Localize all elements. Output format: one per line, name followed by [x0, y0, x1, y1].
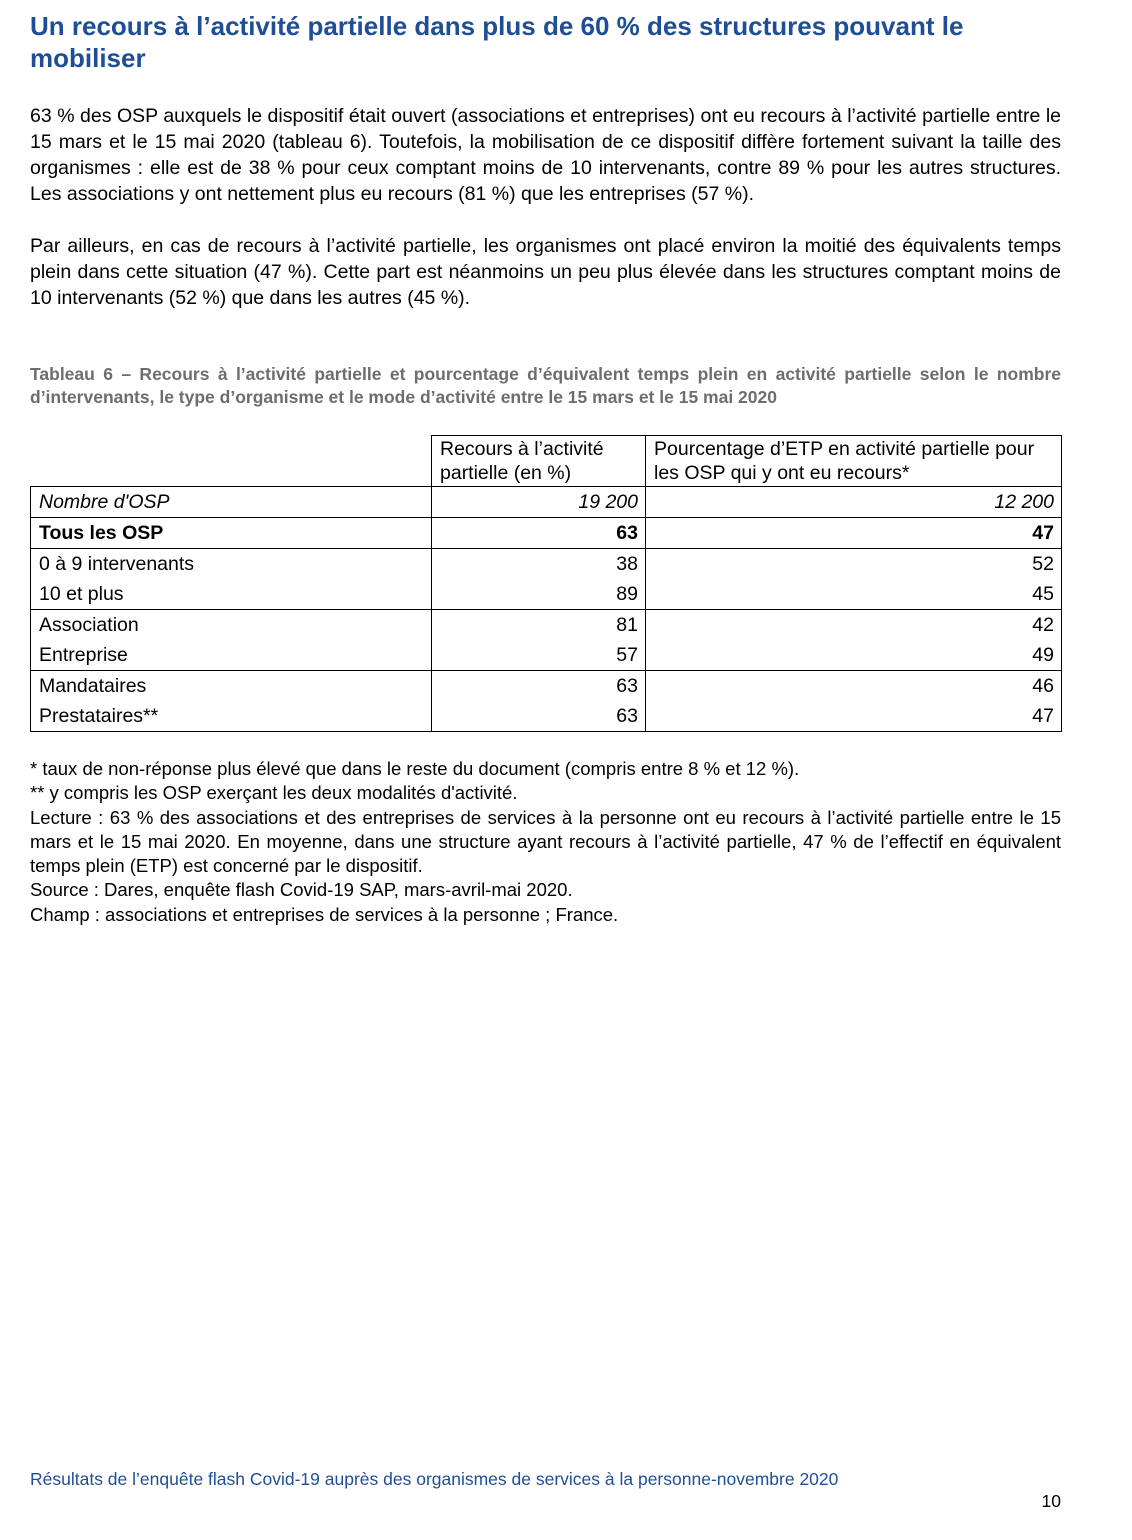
- table-row: [31, 487, 1062, 518]
- cell-etp: 49: [646, 640, 1062, 671]
- header-etp: Pourcentage d’ETP en activité partielle pour les OSP qui y ont eu recours*: [646, 436, 1062, 487]
- table-row: [31, 518, 1062, 549]
- body-paragraph-1: 63 % des OSP auxquels le dispositif était ouvert (associations et entreprises) ont eu recours à l’activité partielle entre le 15 mars et le 15 mai 2020 (tableau 6). Toutefois, la mobilisation de ce dispositif diffère fortement suivant la taille des organismes : elle est de 38 % pour ceux comptant moins de 10 intervenants, contre 89 % pour les autres structures. Les associations y ont nettement plus eu recours (81 %) que les entreprises (57 %).: [30, 105, 1061, 205]
- body-paragraph-2: Par ailleurs, en cas de recours à l’activité partielle, les organismes ont placé environ la moitié des équivalents temps plein dans cette situation (47 %). Cette part est néanmoins un peu plus élevée dans les structures comptant moins de 10 intervenants (52 %) que dans les autres (45 %).: [30, 235, 1061, 309]
- cell-recours: 89: [432, 579, 646, 610]
- cell-recours: 19 200: [432, 487, 646, 518]
- table-notes: [30, 757, 1061, 927]
- header-recours: Recours à l’activité partielle (en %): [432, 436, 646, 487]
- row-label: Mandataires: [31, 671, 432, 702]
- row-label: Nombre d'OSP: [31, 487, 432, 518]
- cell-etp: 12 200: [646, 487, 1062, 518]
- cell-recours: 57: [432, 640, 646, 671]
- cell-recours: 38: [432, 549, 646, 580]
- row-label: 10 et plus: [31, 579, 432, 610]
- row-label: Tous les OSP: [31, 518, 432, 549]
- note-source: Source : Dares, enquête flash Covid-19 SAP, mars-avril-mai 2020.: [30, 879, 573, 901]
- table-row: [31, 610, 1062, 641]
- table-row: [31, 579, 1062, 610]
- cell-etp: 45: [646, 579, 1062, 610]
- note-champ: Champ : associations et entreprises de services à la personne ; France.: [30, 903, 619, 925]
- data-table: [30, 435, 1062, 732]
- page-footer: Résultats de l’enquête flash Covid-19 auprès des organismes de services à la personne-novembre 2020: [30, 1469, 839, 1489]
- page-number: 10: [1041, 1491, 1061, 1511]
- cell-etp: 47: [646, 701, 1062, 732]
- cell-recours: 81: [432, 610, 646, 641]
- table-header-row: [31, 436, 1062, 487]
- cell-recours: 63: [432, 671, 646, 702]
- row-label: Entreprise: [31, 640, 432, 671]
- row-label: 0 à 9 intervenants: [31, 549, 432, 580]
- document-page: [30, 0, 1061, 927]
- table-row: [31, 671, 1062, 702]
- note-footnote-2: ** y compris les OSP exerçant les deux modalités d'activité.: [30, 782, 518, 804]
- note-footnote-1: * taux de non-réponse plus élevé que dans le reste du document (compris entre 8 % et 12 %).: [30, 758, 800, 779]
- cell-etp: 46: [646, 671, 1062, 702]
- row-label: Prestataires**: [31, 701, 432, 732]
- table-row: [31, 701, 1062, 732]
- table-caption: Tableau 6 – Recours à l’activité partielle et pourcentage d’équivalent temps plein en activité partielle selon le nombre d’intervenants, le type d’organisme et le mode d’activité entre le 15 mars et le 15 mai 2020: [30, 364, 1061, 407]
- cell-etp: 52: [646, 549, 1062, 580]
- cell-recours: 63: [432, 701, 646, 732]
- section-heading: Un recours à l’activité partielle dans plus de 60 % des structures pouvant le mobiliser: [30, 11, 964, 73]
- cell-recours: 63: [432, 518, 646, 549]
- note-lecture: Lecture : 63 % des associations et des entreprises de services à la personne ont eu recours à l’activité partielle entre le 15 mars et le 15 mai 2020. En moyenne, dans une structure ayant recours à l’activité partielle, 47 % de l’effectif en équivalent temps plein (ETP) est concerné par le dispositif.: [30, 806, 1061, 877]
- header-blank-cell: [31, 436, 432, 487]
- row-label: Association: [31, 610, 432, 641]
- cell-etp: 42: [646, 610, 1062, 641]
- table-row: [31, 640, 1062, 671]
- cell-etp: 47: [646, 518, 1062, 549]
- table-row: [31, 549, 1062, 580]
